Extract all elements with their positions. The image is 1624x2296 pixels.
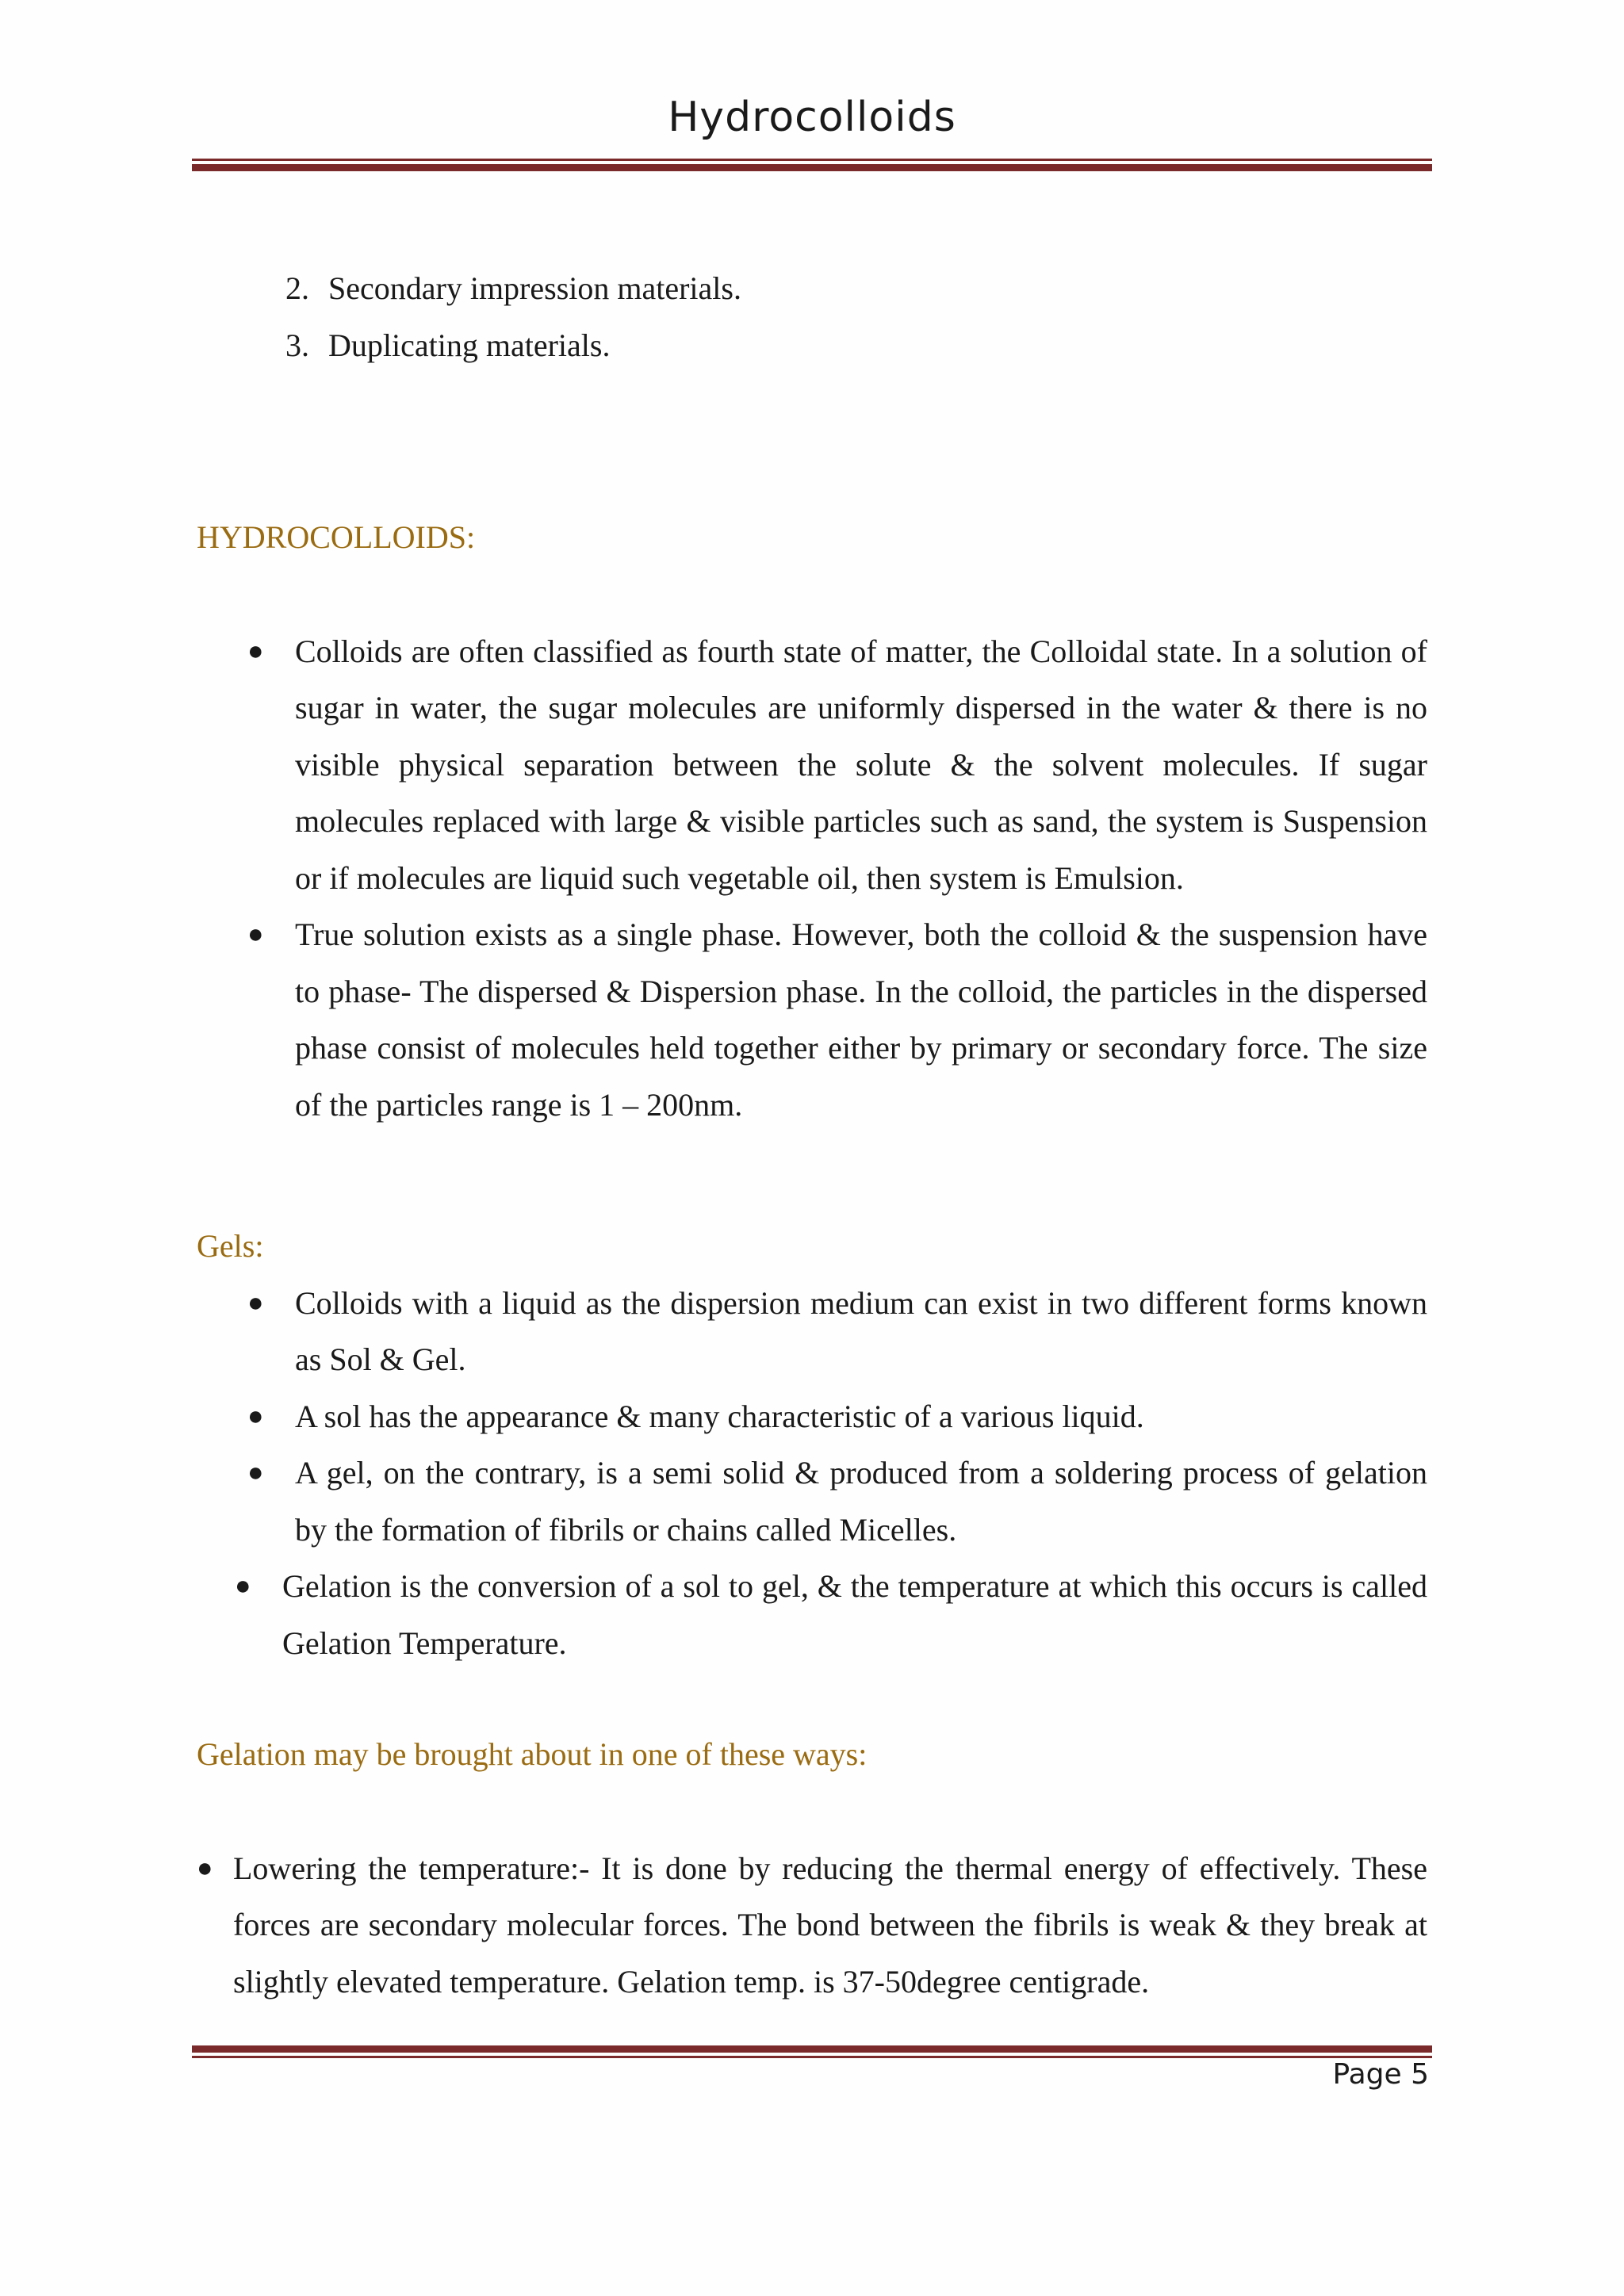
list-item	[247, 1275, 1427, 1388]
list-item	[247, 1445, 1427, 1558]
list-item	[197, 1840, 1427, 2011]
section-heading-gelation-ways: Gelation may be brought about in one of these ways:	[197, 1736, 868, 1772]
bullet-icon: ●	[247, 1458, 264, 1487]
bullet-text: Lowering the temperature:- It is done by reducing the thermal energy of effectively. These forces are secondary molecular forces. The bond between the fibrils is weak & they break at slightly elevated temperature. Gelation temp. is 37-50degree centigrade.	[233, 1850, 1427, 1999]
bullet-text: Colloids with a liquid as the dispersion medium can exist in two different forms known as Sol & Gel.	[295, 1284, 1427, 1377]
list-item-text: Secondary impression materials.	[328, 270, 741, 306]
list-item	[247, 1388, 1427, 1445]
page-header-title: Hydrocolloids	[668, 94, 956, 141]
list-item	[285, 317, 1427, 374]
list-item	[247, 623, 1427, 907]
gels-bullet-list	[197, 1275, 1427, 1559]
section-heading-gels: Gels:	[197, 1228, 264, 1264]
bullet-icon: ●	[247, 920, 264, 949]
list-item-number: 3.	[285, 327, 309, 363]
header-rule	[192, 159, 1432, 171]
gelation-ways-bullet-list	[197, 1840, 1427, 2011]
bullet-text: Gelation is the conversion of a sol to gel, & the temperature at which this occurs is called Gelation Temperature.	[282, 1568, 1427, 1661]
list-item-text: Duplicating materials.	[328, 327, 611, 363]
bullet-text: A gel, on the contrary, is a semi solid & produced from a soldering process of gelation by the formation of fibrils or chains called Micelles.	[295, 1455, 1427, 1548]
numbered-list	[285, 260, 1427, 373]
list-item	[285, 260, 1427, 317]
page-number: Page 5	[1332, 2058, 1429, 2091]
bullet-icon: ●	[235, 1571, 251, 1601]
list-item	[247, 906, 1427, 1133]
list-item-number: 2.	[285, 270, 309, 306]
page-content	[197, 260, 1427, 2010]
hydrocolloids-bullet-list	[197, 623, 1427, 1134]
list-item	[235, 1558, 1427, 1671]
bullet-icon: ●	[247, 1288, 264, 1318]
footer-rule	[192, 2045, 1432, 2058]
bullet-text: A sol has the appearance & many characteristic of a various liquid.	[295, 1398, 1144, 1434]
gels-bullet-list-continued	[197, 1558, 1427, 1671]
bullet-text: True solution exists as a single phase. However, both the colloid & the suspension have to phase- The dispersed & Dispersion phase. In the colloid, the particles in the dispersed phase consist of molecules held together either by primary or secondary force. The size of the particles range is 1 – 200nm.	[295, 916, 1427, 1123]
bullet-icon: ●	[197, 1853, 213, 1883]
section-heading-hydrocolloids: HYDROCOLLOIDS:	[197, 519, 476, 555]
bullet-icon: ●	[247, 636, 264, 666]
bullet-text: Colloids are often classified as fourth state of matter, the Colloidal state. In a solution of sugar in water, the sugar molecules are uniformly dispersed in the water & there is no visible physical separation between the solute & the solvent molecules. If sugar molecules replaced with large & visible particles such as sand, the system is Suspension or if molecules are liquid such vegetable oil, then system is Emulsion.	[295, 633, 1427, 896]
bullet-icon: ●	[247, 1401, 264, 1431]
